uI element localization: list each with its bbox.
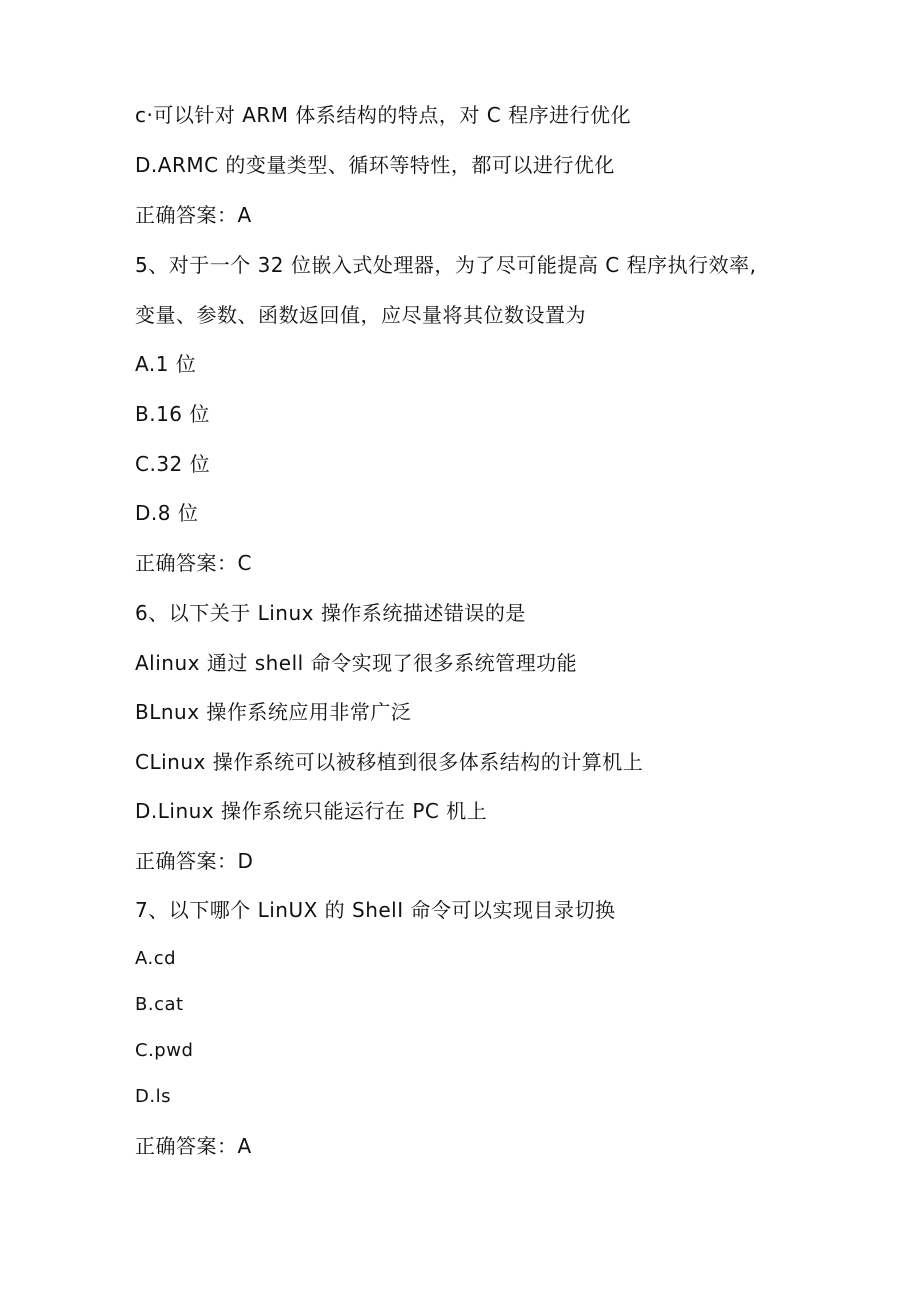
- question-6-option-d: D.Linux 操作系统只能运行在 PC 机上: [135, 799, 488, 823]
- question-5-answer: 正确答案：C: [135, 551, 252, 575]
- question-6-text: 6、以下关于 Linux 操作系统描述错误的是: [135, 601, 526, 625]
- question-6-option-c: CLinux 操作系统可以被移植到很多体系结构的计算机上: [135, 750, 644, 774]
- question-6-answer: 正确答案：D: [135, 849, 254, 873]
- question-7-option-b: B.cat: [135, 994, 184, 1015]
- question-7-option-d: D.ls: [135, 1086, 171, 1107]
- question-6-option-a: Alinux 通过 shell 命令实现了很多系统管理功能: [135, 651, 578, 675]
- question-5-option-b: B.16 位: [135, 402, 210, 426]
- question-5-option-a: A.1 位: [135, 352, 197, 376]
- question-5-option-d: D.8 位: [135, 501, 199, 525]
- option-d-prev-question: D.ARMC 的变量类型、循环等特性，都可以进行优化: [135, 153, 615, 177]
- question-5-text-continued: 变量、参数、函数返回值，应尽量将其位数设置为: [135, 303, 586, 327]
- option-c-prev-question: c·可以针对 ARM 体系结构的特点，对 C 程序进行优化: [135, 103, 632, 127]
- question-7-answer: 正确答案：A: [135, 1134, 252, 1158]
- question-7-option-a: A.cd: [135, 948, 177, 969]
- question-7-text: 7、以下哪个 LinUX 的 ShelI 命令可以实现目录切换: [135, 898, 616, 922]
- answer-prev-question: 正确答案：A: [135, 203, 252, 227]
- question-7-option-c: C.pwd: [135, 1040, 194, 1061]
- question-5-text: 5、对于一个 32 位嵌入式处理器，为了尽可能提高 C 程序执行效率,: [135, 253, 757, 277]
- question-6-option-b: BLnux 操作系统应用非常广泛: [135, 700, 412, 724]
- question-5-option-c: C.32 位: [135, 452, 211, 476]
